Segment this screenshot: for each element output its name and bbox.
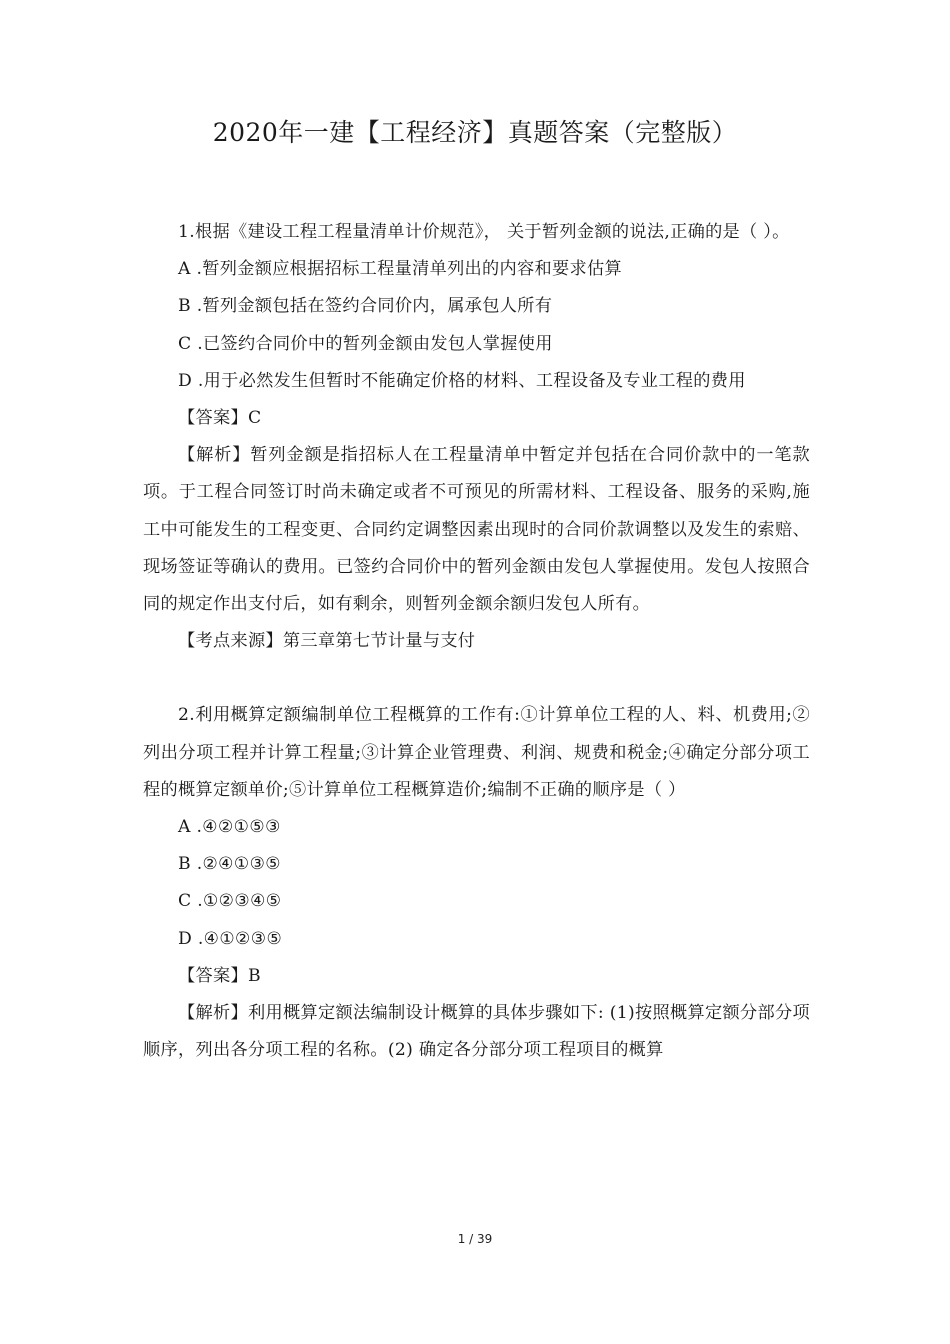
document-title: 2020年一建【工程经济】真题答案（完整版） (212, 118, 738, 147)
document-body (143, 214, 810, 1069)
question-option: A .④②①⑤③ (178, 817, 281, 838)
answer-line: 【答案】C (178, 408, 262, 429)
question-option: C .已签约合同价中的暂列金额由发包人掌握使用 (178, 333, 553, 354)
question-option: A .暂列金额应根据招标工程量清单列出的内容和要求估算 (178, 259, 622, 280)
analysis-paragraph: 【解析】利用概算定额法编制设计概算的具体步骤如下: (1)按照概算定额分部分项顺序，列出各分项工程的名称。(2) 确定各分部分项工程项目的概算 (143, 1003, 810, 1061)
question-option: B .暂列金额包括在签约合同价内，属承包人所有 (178, 296, 553, 317)
question-block (143, 697, 810, 1069)
source-line: 【考点来源】第三章第七节计量与支付 (178, 631, 476, 652)
question-block (143, 214, 810, 660)
question-stem: 1.根据《建设工程工程量清单计价规范》， 关于暂列金额的说法,正确的是（ ）。 (178, 222, 790, 242)
question-option: D .用于必然发生但暂时不能确定价格的材料、工程设备及专业工程的费用 (178, 370, 746, 391)
analysis-paragraph: 【解析】暂列金额是指招标人在工程量清单中暂定并包括在合同价款中的一笔款项。于工程合同签订时尚未确定或者不可预见的所需材料、工程设备、服务的采购,施工中可能发生的工程变更、合同约定调整因素出现时的合同价款调整以及发生的索赔、现场签证等确认的费用。已签约合同价中的暂列金额由发包人掌握使用。发包人按照合同的规定作出支付后，如有剩余，则暂列金额余额归发包人所有。 (143, 445, 810, 615)
answer-line: 【答案】B (178, 965, 261, 986)
question-option: D .④①②③⑤ (178, 928, 283, 949)
question-stem: 2.利用概算定额编制单位工程概算的工作有:①计算单位工程的人、料、机费用;②列出分项工程并计算工程量;③计算企业管理费、利润、规费和税金;④确定分部分项工程的概算定额单价;⑤计算单位工程概算造价;编制不正确的顺序是（ ） (143, 705, 810, 800)
section-gap (143, 660, 810, 697)
question-option: C .①②③④⑤ (178, 891, 282, 912)
page-number: 1 / 39 (457, 1232, 493, 1246)
question-option: B .②④①③⑤ (178, 854, 281, 875)
